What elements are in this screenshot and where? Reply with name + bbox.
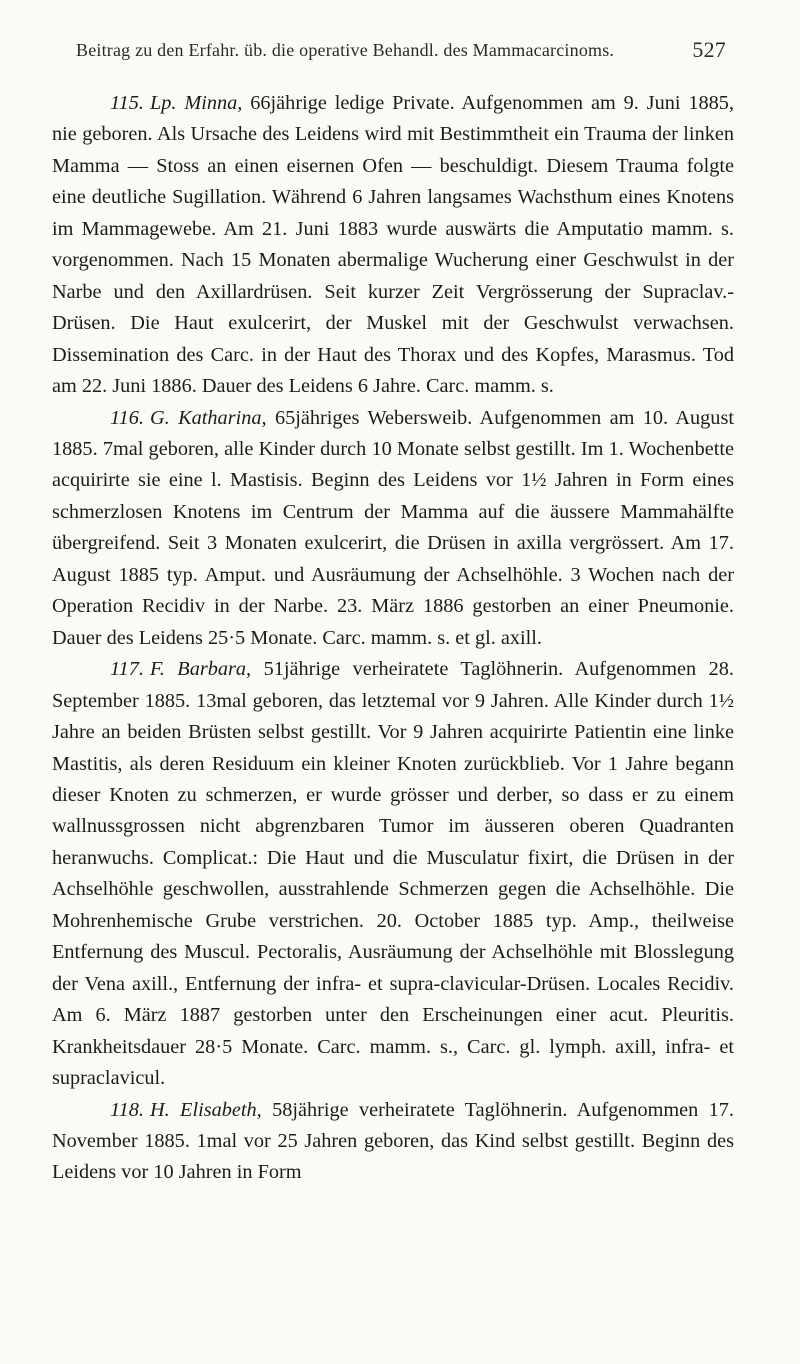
case-entry-117 xyxy=(52,654,734,1094)
patient-name: H. Elisabeth, xyxy=(150,1098,262,1121)
case-text: 58jährige verheiratete Taglöhnerin. Aufgenommen 17. November 1885. 1mal vor 25 Jahren geboren, das Kind selbst gestillt. Beginn des Leidens vor 10 Jahren in Form xyxy=(52,1098,734,1184)
case-text: 65jähriges Webersweib. Aufgenommen am 10. August 1885. 7mal geboren, alle Kinder durch 10 Monate selbst gestillt. Im 1. Wochenbette acquirirte sie eine l. Mastisis. Beginn des Leidens vor 1½ Jahren in Form eines schmerzlosen Knotens im Centrum der Mamma auf die äussere Mammahälfte übergreifend. Seit 3 Monaten exulcerirt, die Drüsen in axilla vergrössert. Am 17. August 1885 typ. Amput. und Ausräumung der Achselhöhle. 3 Wochen nach der Operation Recidiv in der Narbe. 23. März 1886 gestorben an einer Pneumonie. Dauer des Leidens 25·5 Monate. Carc. mamm. s. et gl. axill. xyxy=(52,406,734,649)
page-number: 527 xyxy=(692,37,726,62)
body-text xyxy=(52,88,734,1189)
patient-name: Lp. Minna, xyxy=(150,92,243,114)
patient-name: G. Katharina, xyxy=(150,406,267,429)
case-entry-115 xyxy=(52,88,734,403)
case-text: 66jährige ledige Private. Aufgenommen am 9. Juni 1885, nie geboren. Als Ursache des Leidens wird mit Bestimmtheit ein Trauma der linken Mamma — Stoss an einen eisernen Ofen — beschuldigt. Diesem Trauma folgte eine deutliche Sugillation. Während 6 Jahren langsames Wachsthum eines Knotens im Mammagewebe. Am 21. Juni 1883 wurde auswärts die Amputatio mamm. s. vorgenommen. Nach 15 Monaten abermalige Wucherung einer Geschwulst in der Narbe und den Axillardrüsen. Seit kurzer Zeit Vergrösserung der Supraclav.-Drüsen. Die Haut exulcerirt, der Muskel mit der Geschwulst verwachsen. Dissemination des Carc. in der Haut des Thorax und des Kopfes, Marasmus. Tod am 22. Juni 1886. Dauer des Leidens 6 Jahre. Carc. mamm. s. xyxy=(52,92,734,398)
case-entry-116 xyxy=(52,403,734,655)
header-title: Beitrag zu den Erfahr. üb. die operative Behandl. des Mammacarcinoms. xyxy=(76,40,615,60)
running-header xyxy=(76,37,726,64)
case-number: 117. xyxy=(110,658,144,681)
case-number: 115. xyxy=(110,92,144,114)
case-number: 118. xyxy=(110,1098,144,1121)
case-text: 51jährige verheiratete Taglöhnerin. Aufgenommen 28. September 1885. 13mal geboren, das letztemal vor 9 Jahren. Alle Kinder durch 1½ Jahre an beiden Brüsten selbst gestillt. Vor 9 Jahren acquirirte Patientin eine linke Mastitis, als deren Residuum ein kleiner Knoten zurückblieb. Vor 1 Jahre begann dieser Knoten zu schmerzen, er wurde grösser und derber, so dass er zu einem wallnussgrossen nicht abgrenzbaren Tumor im äusseren oberen Quadranten heranwuchs. Complicat.: Die Haut und die Musculatur fixirt, die Drüsen in der Achselhöhle geschwollen, ausstrahlende Schmerzen gegen die Achselhöhle. Die Mohrenhemische Grube verstrichen. 20. October 1885 typ. Amp., theilweise Entfernung des Muscul. Pectoralis, Ausräumung der Achselhöhle mit Blosslegung der Vena axill., Entfernung der infra- et supra-clavicular-Drüsen. Locales Recidiv. Am 6. März 1887 gestorben unter den Erscheinungen einer acut. Pleuritis. Krankheitsdauer 28·5 Monate. Carc. mamm. s., Carc. gl. lymph. axill, infra- et supraclavicul. xyxy=(52,658,734,1090)
case-entry-118 xyxy=(52,1095,734,1189)
case-number: 116. xyxy=(110,406,144,429)
patient-name: F. Barbara, xyxy=(150,658,252,681)
